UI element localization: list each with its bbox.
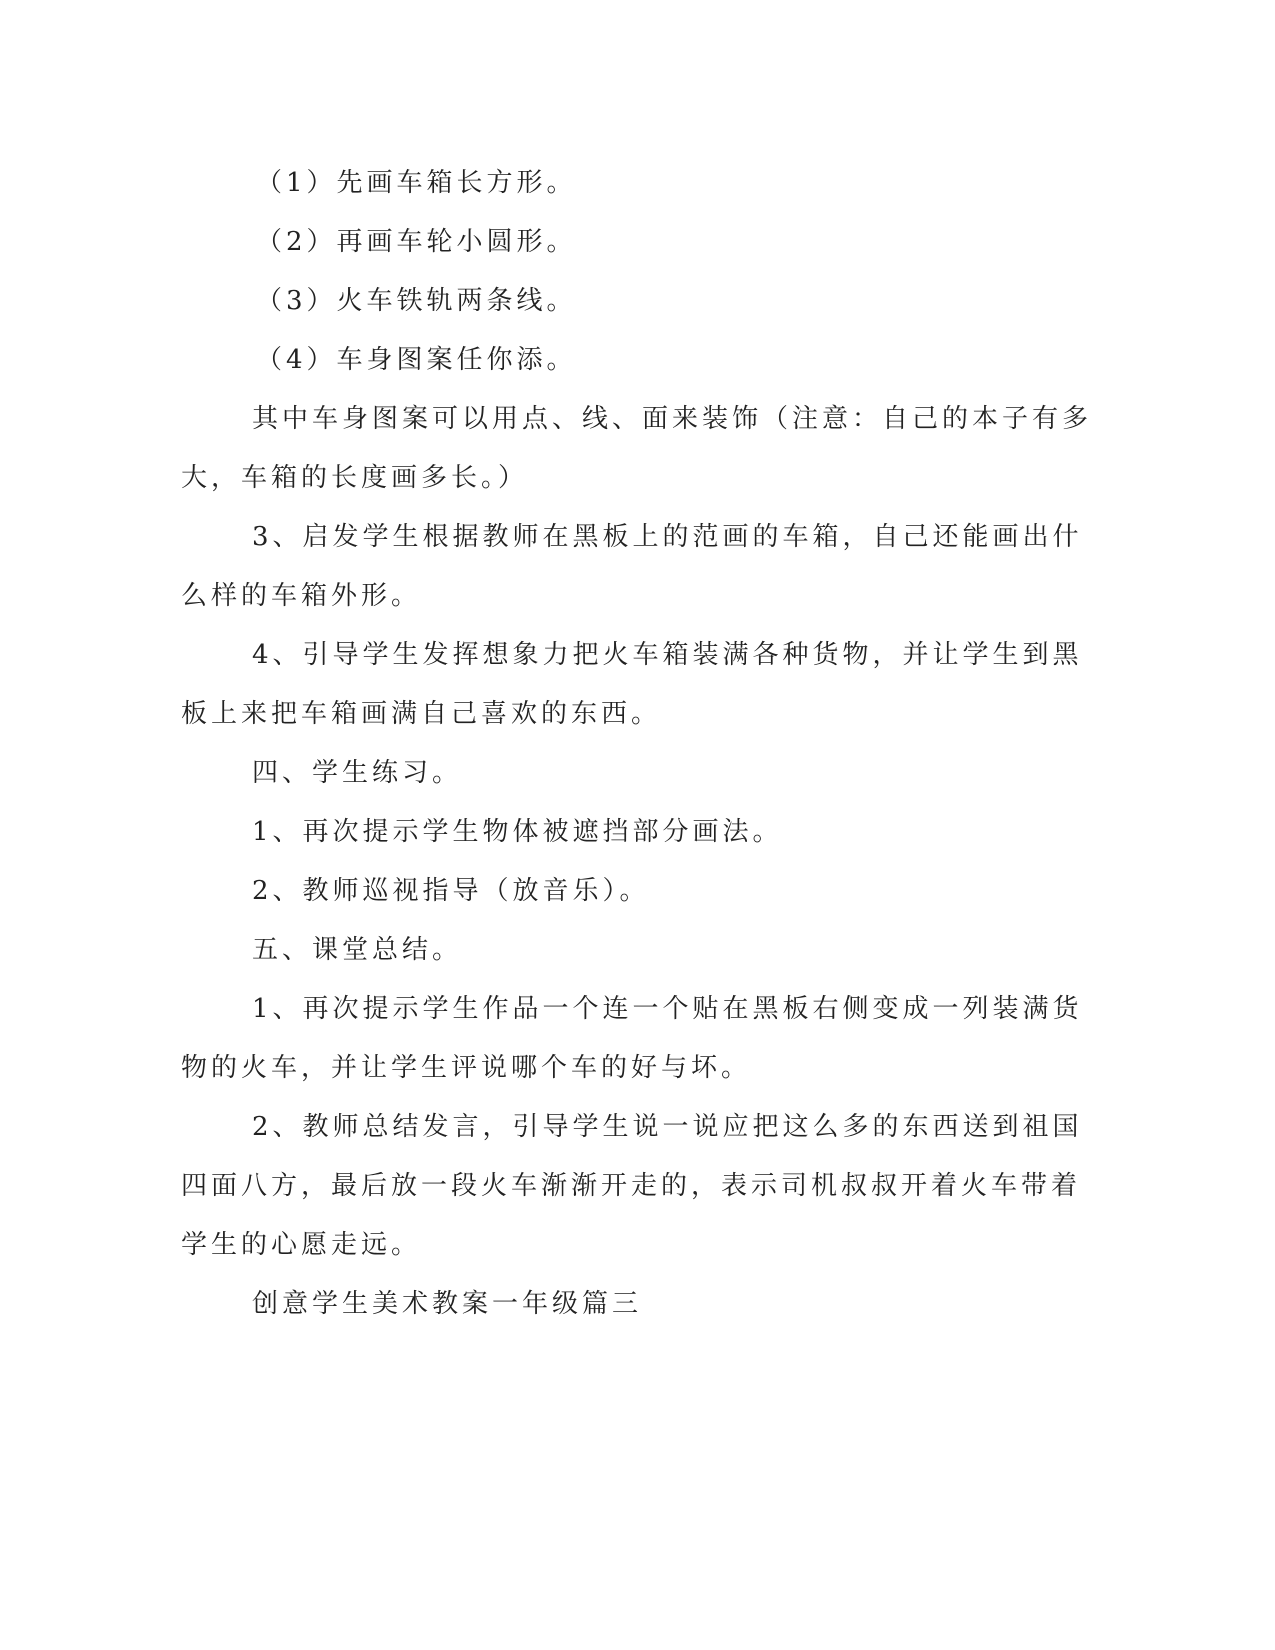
paragraph-decoration-line-2: 大，车箱的长度画多长。）	[181, 463, 529, 493]
paragraph-summary-1-line-2: 物的火车，并让学生评说哪个车的好与坏。	[181, 1053, 752, 1083]
paragraph-step-3-line-1: 3、启发学生根据教师在黑板上的范画的车箱，自己还能画出什	[252, 522, 1083, 552]
section-heading-summary: 五、课堂总结。	[252, 935, 463, 965]
paragraph-practice-2: 2、教师巡视指导（放音乐）。	[252, 876, 650, 906]
paragraph-summary-2-line-1: 2、教师总结发言，引导学生说一说应把这么多的东西送到祖国	[252, 1112, 1083, 1142]
section-heading-practice: 四、学生练习。	[252, 758, 463, 788]
paragraph-decoration-line-1: 其中车身图案可以用点、线、面来装饰（注意：自己的本子有多	[252, 404, 1093, 434]
paragraph-practice-1: 1、再次提示学生物体被遮挡部分画法。	[252, 817, 783, 847]
paragraph-summary-1-line-1: 1、再次提示学生作品一个连一个贴在黑板右侧变成一列装满货	[252, 994, 1083, 1024]
list-item-3: （3）火车铁轨两条线。	[256, 286, 577, 316]
paragraph-step-4-line-1: 4、引导学生发挥想象力把火车箱装满各种货物，并让学生到黑	[252, 640, 1083, 670]
paragraph-step-3-line-2: 么样的车箱外形。	[181, 581, 422, 611]
paragraph-step-4-line-2: 板上来把车箱画满自己喜欢的东西。	[181, 699, 662, 729]
list-item-2: （2）再画车轮小圆形。	[256, 227, 577, 257]
paragraph-summary-2-line-2: 四面八方，最后放一段火车渐渐开走的，表示司机叔叔开着火车带着	[181, 1171, 1082, 1201]
list-item-1: （1）先画车箱长方形。	[256, 168, 577, 198]
section-title-part-three: 创意学生美术教案一年级篇三	[252, 1289, 643, 1319]
list-item-4: （4）车身图案任你添。	[256, 345, 577, 375]
paragraph-summary-2-line-3: 学生的心愿走远。	[181, 1230, 422, 1260]
